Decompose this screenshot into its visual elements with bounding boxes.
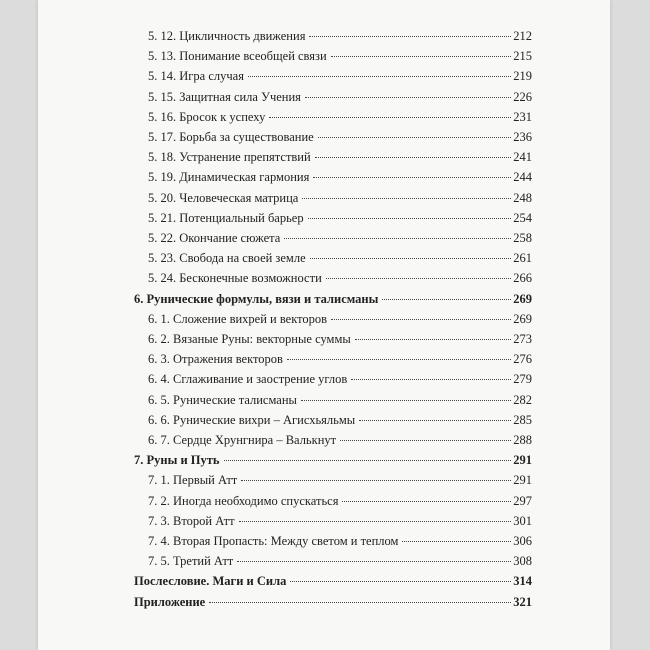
dot-leader — [287, 359, 511, 360]
dot-leader — [313, 177, 511, 178]
dot-leader — [241, 480, 511, 481]
toc-chapter-entry — [134, 291, 532, 307]
toc-entry-title: 6. 1. Сложение вихрей и векторов — [148, 311, 328, 326]
toc-entry — [148, 432, 532, 448]
toc-entry-title: 7. Руны и Путь — [134, 453, 220, 468]
toc-chapter-entry — [134, 594, 532, 610]
dot-leader — [309, 36, 511, 37]
toc-entry-title: 5. 23. Свобода на своей земле — [148, 251, 306, 266]
toc-entry — [148, 412, 532, 428]
dot-leader — [224, 460, 512, 461]
toc-entry-title: 5. 22. Окончание сюжета — [148, 231, 281, 245]
toc-page-number: 314 — [513, 574, 532, 589]
toc-page-number: 285 — [513, 412, 532, 427]
toc-entry-title: 7. 2. Иногда необходимо спускаться — [148, 493, 339, 508]
toc-page-number: 236 — [513, 130, 532, 144]
dot-leader — [326, 278, 511, 279]
toc-entry — [148, 513, 532, 529]
toc-entry — [148, 210, 532, 226]
dot-leader — [301, 400, 511, 401]
toc-entry-title: 6. 3. Отражения векторов — [148, 352, 283, 367]
toc-entry — [148, 89, 532, 105]
dot-leader — [239, 521, 512, 522]
toc-entry-title: 5. 13. Понимание всеобщей связи — [148, 49, 327, 64]
toc-page-number: 215 — [513, 49, 532, 64]
toc-entry-title: 5. 12. Цикличность движения — [148, 29, 306, 43]
dot-leader — [402, 541, 511, 542]
toc-entry-title: 6. 4. Сглаживание и заострение углов — [148, 372, 348, 387]
toc-entry — [148, 190, 532, 206]
toc-page-number: 258 — [513, 231, 532, 245]
toc-entry — [148, 371, 532, 387]
dot-leader — [269, 117, 511, 118]
toc-page-number: 269 — [513, 291, 532, 306]
toc-page-number: 248 — [513, 190, 532, 205]
toc-entry-title: 5. 19. Динамическая гармония — [148, 170, 310, 185]
toc-entry — [148, 48, 532, 64]
toc-entry-title: Приложение — [134, 594, 206, 609]
toc-page-number: 226 — [513, 89, 532, 104]
toc-entry-title: 7. 4. Вторая Пропасть: Между светом и теплом — [148, 534, 399, 548]
toc-entry — [148, 28, 532, 44]
toc-entry-title: 6. 7. Сердце Хрунгнира – Валькнут — [148, 433, 337, 447]
toc-entry — [148, 230, 532, 246]
toc-entry-title: 5. 15. Защитная сила Учения — [148, 89, 301, 104]
toc-entry — [148, 129, 532, 145]
dot-leader — [310, 258, 512, 259]
toc-page-number: 266 — [513, 271, 532, 286]
toc-page-number: 231 — [513, 109, 532, 124]
toc-entry-title: 6. 5. Рунические талисманы — [148, 392, 297, 407]
toc-entry — [148, 270, 532, 286]
toc-chapter-entry — [134, 573, 532, 589]
toc-entry-title: 6. 2. Вязаные Руны: векторные суммы — [148, 332, 351, 346]
toc-page-number: 291 — [513, 453, 532, 468]
dot-leader — [331, 319, 511, 320]
toc-entry — [148, 553, 532, 569]
toc-page-number: 244 — [513, 170, 532, 185]
dot-leader — [290, 581, 511, 582]
dot-leader — [359, 420, 511, 421]
toc-page-number: 261 — [513, 251, 532, 266]
toc-page-number: 288 — [513, 433, 532, 447]
toc-entry-title: Послесловие. Маги и Сила — [134, 574, 287, 589]
dot-leader — [248, 76, 511, 77]
toc-entry-title: 5. 16. Бросок к успеху — [148, 109, 266, 124]
toc-entry-title: 5. 21. Потенциальный барьер — [148, 210, 304, 225]
toc-entry — [148, 311, 532, 327]
dot-leader — [355, 339, 511, 340]
book-page — [38, 0, 610, 650]
toc-entry — [148, 169, 532, 185]
dot-leader — [342, 501, 511, 502]
dot-leader — [351, 379, 511, 380]
toc-entry — [148, 472, 532, 488]
toc-chapter-entry — [134, 452, 532, 468]
toc-page-number: 308 — [513, 554, 532, 569]
dot-leader — [305, 97, 511, 98]
toc-entry — [148, 68, 532, 84]
toc-entry-title: 7. 1. Первый Атт — [148, 473, 238, 488]
toc-entry — [148, 250, 532, 266]
toc-entry — [148, 493, 532, 509]
toc-entry — [148, 109, 532, 125]
dot-leader — [302, 198, 511, 199]
dot-leader — [318, 137, 512, 138]
toc-page-number: 254 — [513, 210, 532, 225]
toc-entry-title: 5. 20. Человеческая матрица — [148, 190, 299, 205]
toc-entry-title: 5. 14. Игра случая — [148, 69, 244, 84]
dot-leader — [315, 157, 512, 158]
toc-page-number: 279 — [513, 372, 532, 387]
toc-page-number: 297 — [513, 493, 532, 508]
toc-page-number: 273 — [513, 332, 532, 346]
toc-page-number: 212 — [513, 29, 532, 43]
toc-page-number: 276 — [513, 352, 532, 367]
dot-leader — [209, 602, 511, 603]
toc-entry-title: 5. 17. Борьба за существование — [148, 130, 314, 144]
dot-leader — [382, 299, 511, 300]
dot-leader — [331, 56, 512, 57]
toc-entry — [148, 149, 532, 165]
dot-leader — [340, 440, 511, 441]
dot-leader — [284, 238, 511, 239]
toc-page-number: 269 — [513, 311, 532, 326]
toc-page-number: 282 — [513, 392, 532, 407]
toc-entry-title: 7. 3. Второй Атт — [148, 513, 235, 528]
toc-page-number: 291 — [513, 473, 532, 488]
toc-page-number: 301 — [513, 513, 532, 528]
toc-entry-title: 6. 6. Рунические вихри – Агисхьяльмы — [148, 412, 356, 427]
toc-entry-title: 6. Рунические формулы, вязи и талисманы — [134, 291, 379, 306]
dot-leader — [237, 561, 511, 562]
toc-page-number: 321 — [513, 594, 532, 609]
toc-entry-title: 5. 18. Устранение препятствий — [148, 150, 311, 165]
toc-entry — [148, 533, 532, 549]
toc-entry-title: 7. 5. Третий Атт — [148, 554, 234, 569]
toc-entry — [148, 331, 532, 347]
toc-page-number: 219 — [513, 69, 532, 84]
toc-page-number: 306 — [513, 534, 532, 548]
toc-entry-title: 5. 24. Бесконечные возможности — [148, 271, 322, 286]
toc-entry — [148, 392, 532, 408]
toc-page-number: 241 — [513, 150, 532, 165]
toc-entry — [148, 351, 532, 367]
dot-leader — [308, 218, 512, 219]
